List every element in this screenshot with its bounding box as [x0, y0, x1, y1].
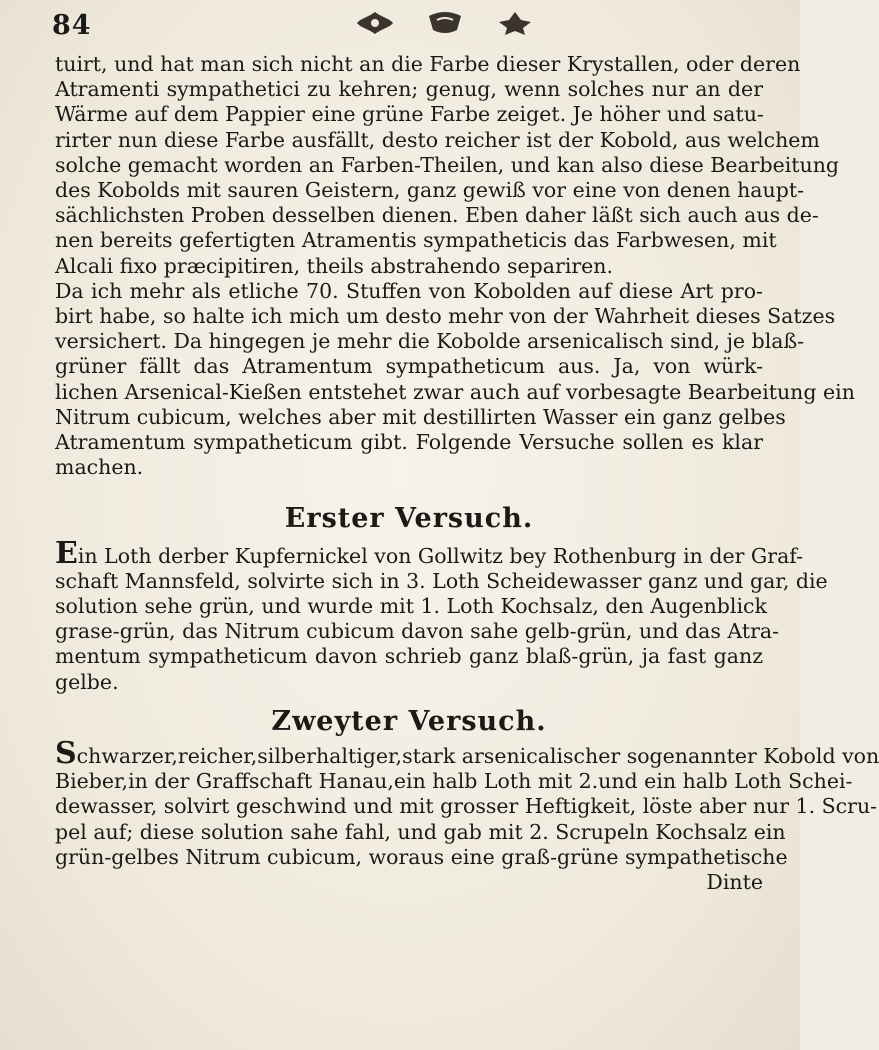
section-heading-second: Zweyter Versuch. — [271, 705, 547, 737]
text-line-content: chwarzer,reicher,silberhaltiger,stark arsenicalischer sogenannter Kobold von — [76, 744, 879, 769]
text-line: gelbe. — [55, 669, 119, 694]
text-line: solution sehe grün, und wurde mit 1. Loth Kochsalz, den Augenblick — [55, 594, 767, 619]
text-line: Nitrum cubicum, welches aber mit destillirten Wasser ein ganz gelbes — [55, 404, 786, 429]
text-line: grün-gelbes Nitrum cubicum, woraus eine graß-grüne sympathetische — [55, 844, 788, 869]
text-line: machen. — [55, 455, 144, 480]
text-line: lichen Arsenical-Kießen entstehet zwar auch auf vorbesagte Bearbeitung ein — [55, 379, 855, 404]
text-line: dewasser, solvirt geschwind und mit grosser Heftigkeit, löste aber nur 1. Scru- — [55, 794, 878, 819]
text-line — [55, 736, 879, 772]
text-line-content: in Loth derber Kupfernickel von Gollwitz bey Rothenburg in der Graf- — [77, 543, 804, 568]
ornament-icon — [425, 10, 465, 36]
text-line: des Kobolds mit sauren Geistern, ganz gewiß vor eine von denen haupt- — [55, 178, 804, 203]
text-line: Atramenti sympathetici zu kehren; genug, wenn solches nur an der — [55, 77, 763, 102]
text-line: Wärme auf dem Pappier eine grüne Farbe zeiget. Je höher und satu- — [55, 102, 764, 127]
text-line: sächlichsten Proben desselben dienen. Eben daher läßt sich auch aus de- — [55, 203, 819, 228]
text-line: Bieber,in der Graffschaft Hanau,ein halb Loth mit 2.und ein halb Loth Schei- — [55, 769, 853, 794]
catchword: Dinte — [706, 870, 763, 895]
drop-cap: E — [55, 535, 78, 571]
text-line: tuirt, und hat man sich nicht an die Farbe dieser Krystallen, oder deren — [55, 52, 801, 76]
text-line: grüner fällt das Atramentum sympatheticum aus. Ja, von würk- — [55, 354, 763, 379]
first-experiment-paragraph — [55, 535, 828, 695]
text-line: Atramentum sympatheticum gibt. Folgende Versuche sollen es klar — [55, 430, 763, 455]
text-line: Alcali fixo præcipitiren, theils abstrahendo separiren. — [55, 253, 614, 278]
page-header — [0, 0, 800, 50]
drop-cap: S — [55, 736, 77, 772]
ornament-icon — [355, 10, 395, 36]
text-line: rirter nun diese Farbe ausfällt, desto reicher ist der Kobold, aus welchem — [55, 127, 820, 152]
text-line — [55, 535, 804, 571]
header-ornaments — [355, 8, 565, 38]
section-heading-first: Erster Versuch. — [284, 503, 534, 535]
page-number: 84 — [52, 10, 92, 41]
body-text — [55, 52, 879, 895]
text-line: grase-grün, das Nitrum cubicum davon sahe gelb-grün, und das Atra- — [55, 619, 780, 644]
text-line: Da ich mehr als etliche 70. Stuffen von Kobolden auf diese Art pro- — [55, 278, 763, 303]
text-line: pel auf; diese solution sahe fahl, und gab mit 2. Scrupeln Kochsalz ein — [55, 819, 786, 844]
text-line: nen bereits gefertigten Atramentis sympatheticis das Farbwesen, mit — [55, 228, 777, 253]
text-line: solche gemacht worden an Farben-Theilen, und kan also diese Bearbeitung — [55, 152, 840, 177]
text-line: birt habe, so halte ich mich um desto mehr von der Wahrheit dieses Satzes — [55, 304, 836, 329]
intro-paragraph — [55, 52, 855, 480]
text-line: mentum sympatheticum davon schrieb ganz blaß-grün, ja fast ganz — [55, 644, 763, 669]
text-line: versichert. Da hingegen je mehr die Kobolde arsenicalisch sind, je blaß- — [55, 329, 805, 354]
ornament-icon — [495, 10, 535, 36]
text-line: schaft Mannsfeld, solvirte sich in 3. Loth Scheidewasser ganz und gar, die — [55, 568, 828, 593]
second-experiment-paragraph — [55, 736, 879, 895]
